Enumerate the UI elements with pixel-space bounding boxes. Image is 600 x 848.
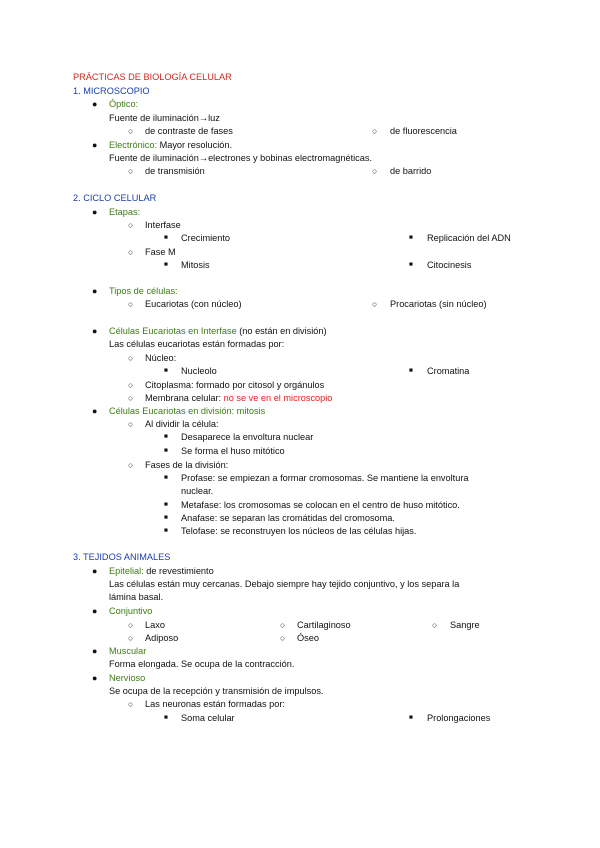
bullet-circle: ○: [372, 166, 378, 176]
bullet-disc: ●: [92, 566, 98, 576]
interfase-title: Células Eucariotas en Interfase: [109, 326, 237, 336]
comp-membrana: [145, 392, 332, 404]
tipo-procariotas: Procariotas (sin núcleo): [390, 299, 487, 309]
item-interfase: [109, 325, 327, 337]
bullet-square: ■: [409, 261, 413, 268]
electronico-label: Electrónico:: [109, 140, 158, 150]
item-nervioso: Nervioso: [109, 673, 146, 683]
muscular-desc: Forma elongada. Se ocupa de la contracción.: [109, 659, 295, 669]
nucleo-nucleolo: Nucleolo: [181, 366, 217, 376]
interfase-replicacion: Replicación del ADN: [427, 233, 511, 243]
bullet-circle: ○: [128, 380, 134, 390]
section-heading-microscopio: 1. MICROSCOPIO: [73, 86, 150, 96]
bullet-circle: ○: [128, 166, 134, 176]
fasem-citocinesis: Citocinesis: [427, 260, 472, 270]
dividir-desaparece: Desaparece la envoltura nuclear: [181, 432, 314, 442]
optico-fluorescencia: de fluorescencia: [390, 126, 457, 136]
nervioso-desc: Se ocupa de la recepción y transmisión de impulsos.: [109, 686, 324, 696]
bullet-square: ■: [164, 527, 168, 534]
conj-sangre: Sangre: [450, 620, 480, 630]
bullet-square: ■: [409, 367, 413, 374]
optico-contraste: de contraste de fases: [145, 126, 233, 136]
conj-laxo: Laxo: [145, 620, 165, 630]
bullet-square: ■: [164, 514, 168, 521]
dividir-huso: Se forma el huso mitótico: [181, 446, 285, 456]
page-title: PRÁCTICAS DE BIOLOGÍA CELULAR: [73, 72, 232, 82]
membrana-label: Membrana celular:: [145, 393, 224, 403]
electronico-desc: Mayor resolución.: [157, 140, 233, 150]
tipo-eucariotas: Eucariotas (con núcleo): [145, 299, 242, 309]
bullet-circle: ○: [280, 620, 286, 630]
bullet-square: ■: [164, 474, 168, 481]
bullet-disc: ●: [92, 606, 98, 616]
bullet-square: ■: [164, 261, 168, 268]
membrana-note: no se ve en el microscopio: [223, 393, 333, 403]
bullet-disc: ●: [92, 326, 98, 336]
bullet-circle: ○: [432, 620, 438, 630]
nucleo-cromatina: Cromatina: [427, 366, 470, 376]
bullet-disc: ●: [92, 140, 98, 150]
bullet-circle: ○: [128, 633, 134, 643]
epitelial-label: Epitelial:: [109, 566, 144, 576]
bullet-circle: ○: [280, 633, 286, 643]
interfase-note: (no están en división): [236, 326, 327, 336]
bullet-disc: ●: [92, 99, 98, 109]
bullet-circle: ○: [372, 126, 378, 136]
bullet-circle: ○: [128, 699, 134, 709]
bullet-square: ■: [164, 433, 168, 440]
epitelial-line1: Las células están muy cercanas. Debajo siempre hay tejido conjuntivo, y los separa la: [109, 579, 460, 589]
bullet-circle: ○: [128, 620, 134, 630]
bullet-square: ■: [164, 447, 168, 454]
item-muscular: Muscular: [109, 646, 147, 656]
formadas-por: Las células eucariotas están formadas por:: [109, 339, 285, 349]
bullet-square: ■: [409, 234, 413, 241]
etapa-fase-m: Fase M: [145, 247, 176, 257]
bullet-disc: ●: [92, 673, 98, 683]
epitelial-desc: de revestimiento: [143, 566, 214, 576]
bullet-circle: ○: [128, 126, 134, 136]
item-optico: Óptico:: [109, 99, 139, 109]
neurona-prolongaciones: Prolongaciones: [427, 713, 491, 723]
fase-profase: Profase: se empiezan a formar cromosomas. Se mantiene la envoltura: [181, 473, 469, 483]
bullet-square: ■: [164, 367, 168, 374]
comp-nucleo: Núcleo:: [145, 353, 177, 363]
electronico-fuente: Fuente de iluminación→electrones y bobinas electromagnéticas.: [109, 153, 373, 163]
conj-oseo: Óseo: [297, 633, 319, 643]
bullet-circle: ○: [372, 299, 378, 309]
bullet-square: ■: [409, 714, 413, 721]
conj-adiposo: Adiposo: [145, 633, 179, 643]
item-tipos: Tipos de células:: [109, 286, 178, 296]
optico-fuente: Fuente de iluminación→luz: [109, 113, 220, 123]
item-division: Células Eucariotas en división: mitosis: [109, 406, 266, 416]
bullet-circle: ○: [128, 220, 134, 230]
fasem-mitosis: Mitosis: [181, 260, 210, 270]
bullet-circle: ○: [128, 247, 134, 257]
bullet-disc: ●: [92, 207, 98, 217]
bullet-square: ■: [164, 234, 168, 241]
bullet-circle: ○: [128, 393, 134, 403]
interfase-crecimiento: Crecimiento: [181, 233, 231, 243]
bullet-disc: ●: [92, 286, 98, 296]
fase-metafase: Metafase: los cromosomas se colocan en el centro de huso mitótico.: [181, 500, 460, 510]
fases-division: Fases de la división:: [145, 460, 229, 470]
bullet-square: ■: [164, 714, 168, 721]
fase-anafase: Anafase: se separan las cromátidas del cromosoma.: [181, 513, 395, 523]
item-conjuntivo: Conjuntivo: [109, 606, 153, 616]
item-etapas: Etapas:: [109, 207, 141, 217]
item-electronico: [109, 139, 232, 151]
comp-citoplasma: Citoplasma: formado por citosol y orgánulos: [145, 380, 325, 390]
etapa-interfase: Interfase: [145, 220, 181, 230]
bullet-circle: ○: [128, 419, 134, 429]
electronico-barrido: de barrido: [390, 166, 432, 176]
fase-telofase: Telofase: se reconstruyen los núcleos de las células hijas.: [181, 526, 417, 536]
epitelial-line2: lámina basal.: [109, 592, 164, 602]
al-dividir: Al dividir la célula:: [145, 419, 219, 429]
neuronas-formadas: Las neuronas están formadas por:: [145, 699, 285, 709]
section-heading-ciclo: 2. CICLO CELULAR: [73, 193, 157, 203]
section-heading-tejidos: 3. TEJIDOS ANIMALES: [73, 552, 171, 562]
bullet-disc: ●: [92, 646, 98, 656]
item-epitelial: [109, 565, 214, 577]
bullet-circle: ○: [128, 353, 134, 363]
bullet-circle: ○: [128, 460, 134, 470]
bullet-disc: ●: [92, 406, 98, 416]
neurona-soma: Soma celular: [181, 713, 235, 723]
bullet-square: ■: [164, 501, 168, 508]
bullet-circle: ○: [128, 299, 134, 309]
electronico-transmision: de transmisión: [145, 166, 205, 176]
fase-profase-cont: nuclear.: [181, 486, 214, 496]
conj-cartilaginoso: Cartilaginoso: [297, 620, 351, 630]
